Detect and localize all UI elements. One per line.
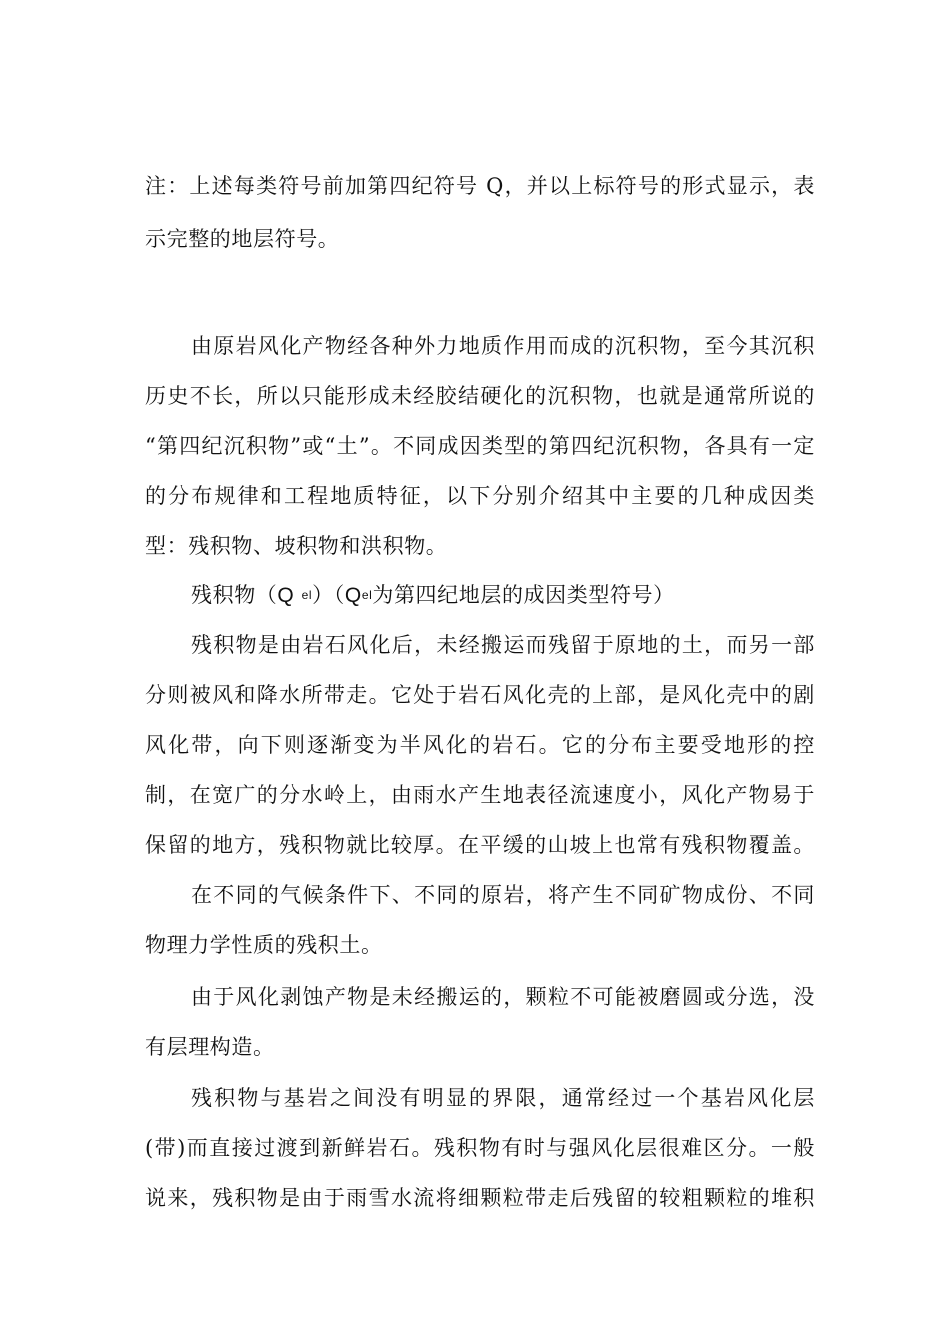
para4-line-2: (带)而直接过渡到新鲜岩石。残积物有时与强风化层很难区分。一般 <box>145 1136 815 1160</box>
intro-line-4: 的分布规律和工程地质特征，以下分别介绍其中主要的几种成因类 <box>145 484 815 508</box>
para1-line-5: 保留的地方，残积物就比较厚。在平缓的山坡上也常有残积物覆盖。 <box>145 833 815 857</box>
heading-prefix: 残积物（ <box>191 583 278 607</box>
heading-q2: Q <box>344 584 362 607</box>
intro-line-5: 型：残积物、坡积物和洪积物。 <box>145 534 448 558</box>
para2-line-1: 在不同的气候条件下、不同的原岩，将产生不同矿物成份、不同 <box>191 883 815 907</box>
para1-line-2: 分则被风和降水所带走。它处于岩石风化壳的上部，是风化壳中的剧 <box>145 683 815 707</box>
heading-suffix: 为第四纪地层的成因类型符号） <box>372 583 675 607</box>
para3-line-2: 有层理构造。 <box>145 1035 275 1059</box>
note-line-2: 示完整的地层符号。 <box>145 227 340 251</box>
para4-line-1: 残积物与基岩之间没有明显的界限，通常经过一个基岩风化层 <box>191 1086 815 1110</box>
para1-line-1: 残积物是由岩石风化后，未经搬运而残留于原地的土，而另一部 <box>191 633 815 657</box>
heading-sup2: el <box>361 588 373 602</box>
para3-line-1: 由于风化剥蚀产物是未经搬运的，颗粒不可能被磨圆或分选，没 <box>191 985 815 1009</box>
para4-line-3: 说来，残积物是由于雨雪水流将细颗粒带走后残留的较粗颗粒的堆积 <box>145 1186 815 1210</box>
note-line-1: 注：上述每类符号前加第四纪符号 Q，并以上标符号的形式显示，表 <box>145 174 815 198</box>
intro-line-1: 由原岩风化产物经各种外力地质作用而成的沉积物，至今其沉积 <box>191 334 815 358</box>
heading-q1: Q <box>277 584 295 607</box>
para2-line-2: 物理力学性质的残积土。 <box>145 933 383 957</box>
heading-sup1: el <box>301 588 313 602</box>
para1-line-4: 制，在宽广的分水岭上，由雨水产生地表径流速度小，风化产物易于 <box>145 783 815 807</box>
intro-line-3: “第四纪沉积物”或“土”。不同成因类型的第四纪沉积物，各具有一定 <box>145 434 815 458</box>
heading-mid: ）（ <box>312 583 345 607</box>
section-heading <box>191 580 815 613</box>
intro-line-2: 历史不长，所以只能形成未经胶结硬化的沉积物，也就是通常所说的 <box>145 384 815 408</box>
para1-line-3: 风化带，向下则逐渐变为半风化的岩石。它的分布主要受地形的控 <box>145 733 815 757</box>
